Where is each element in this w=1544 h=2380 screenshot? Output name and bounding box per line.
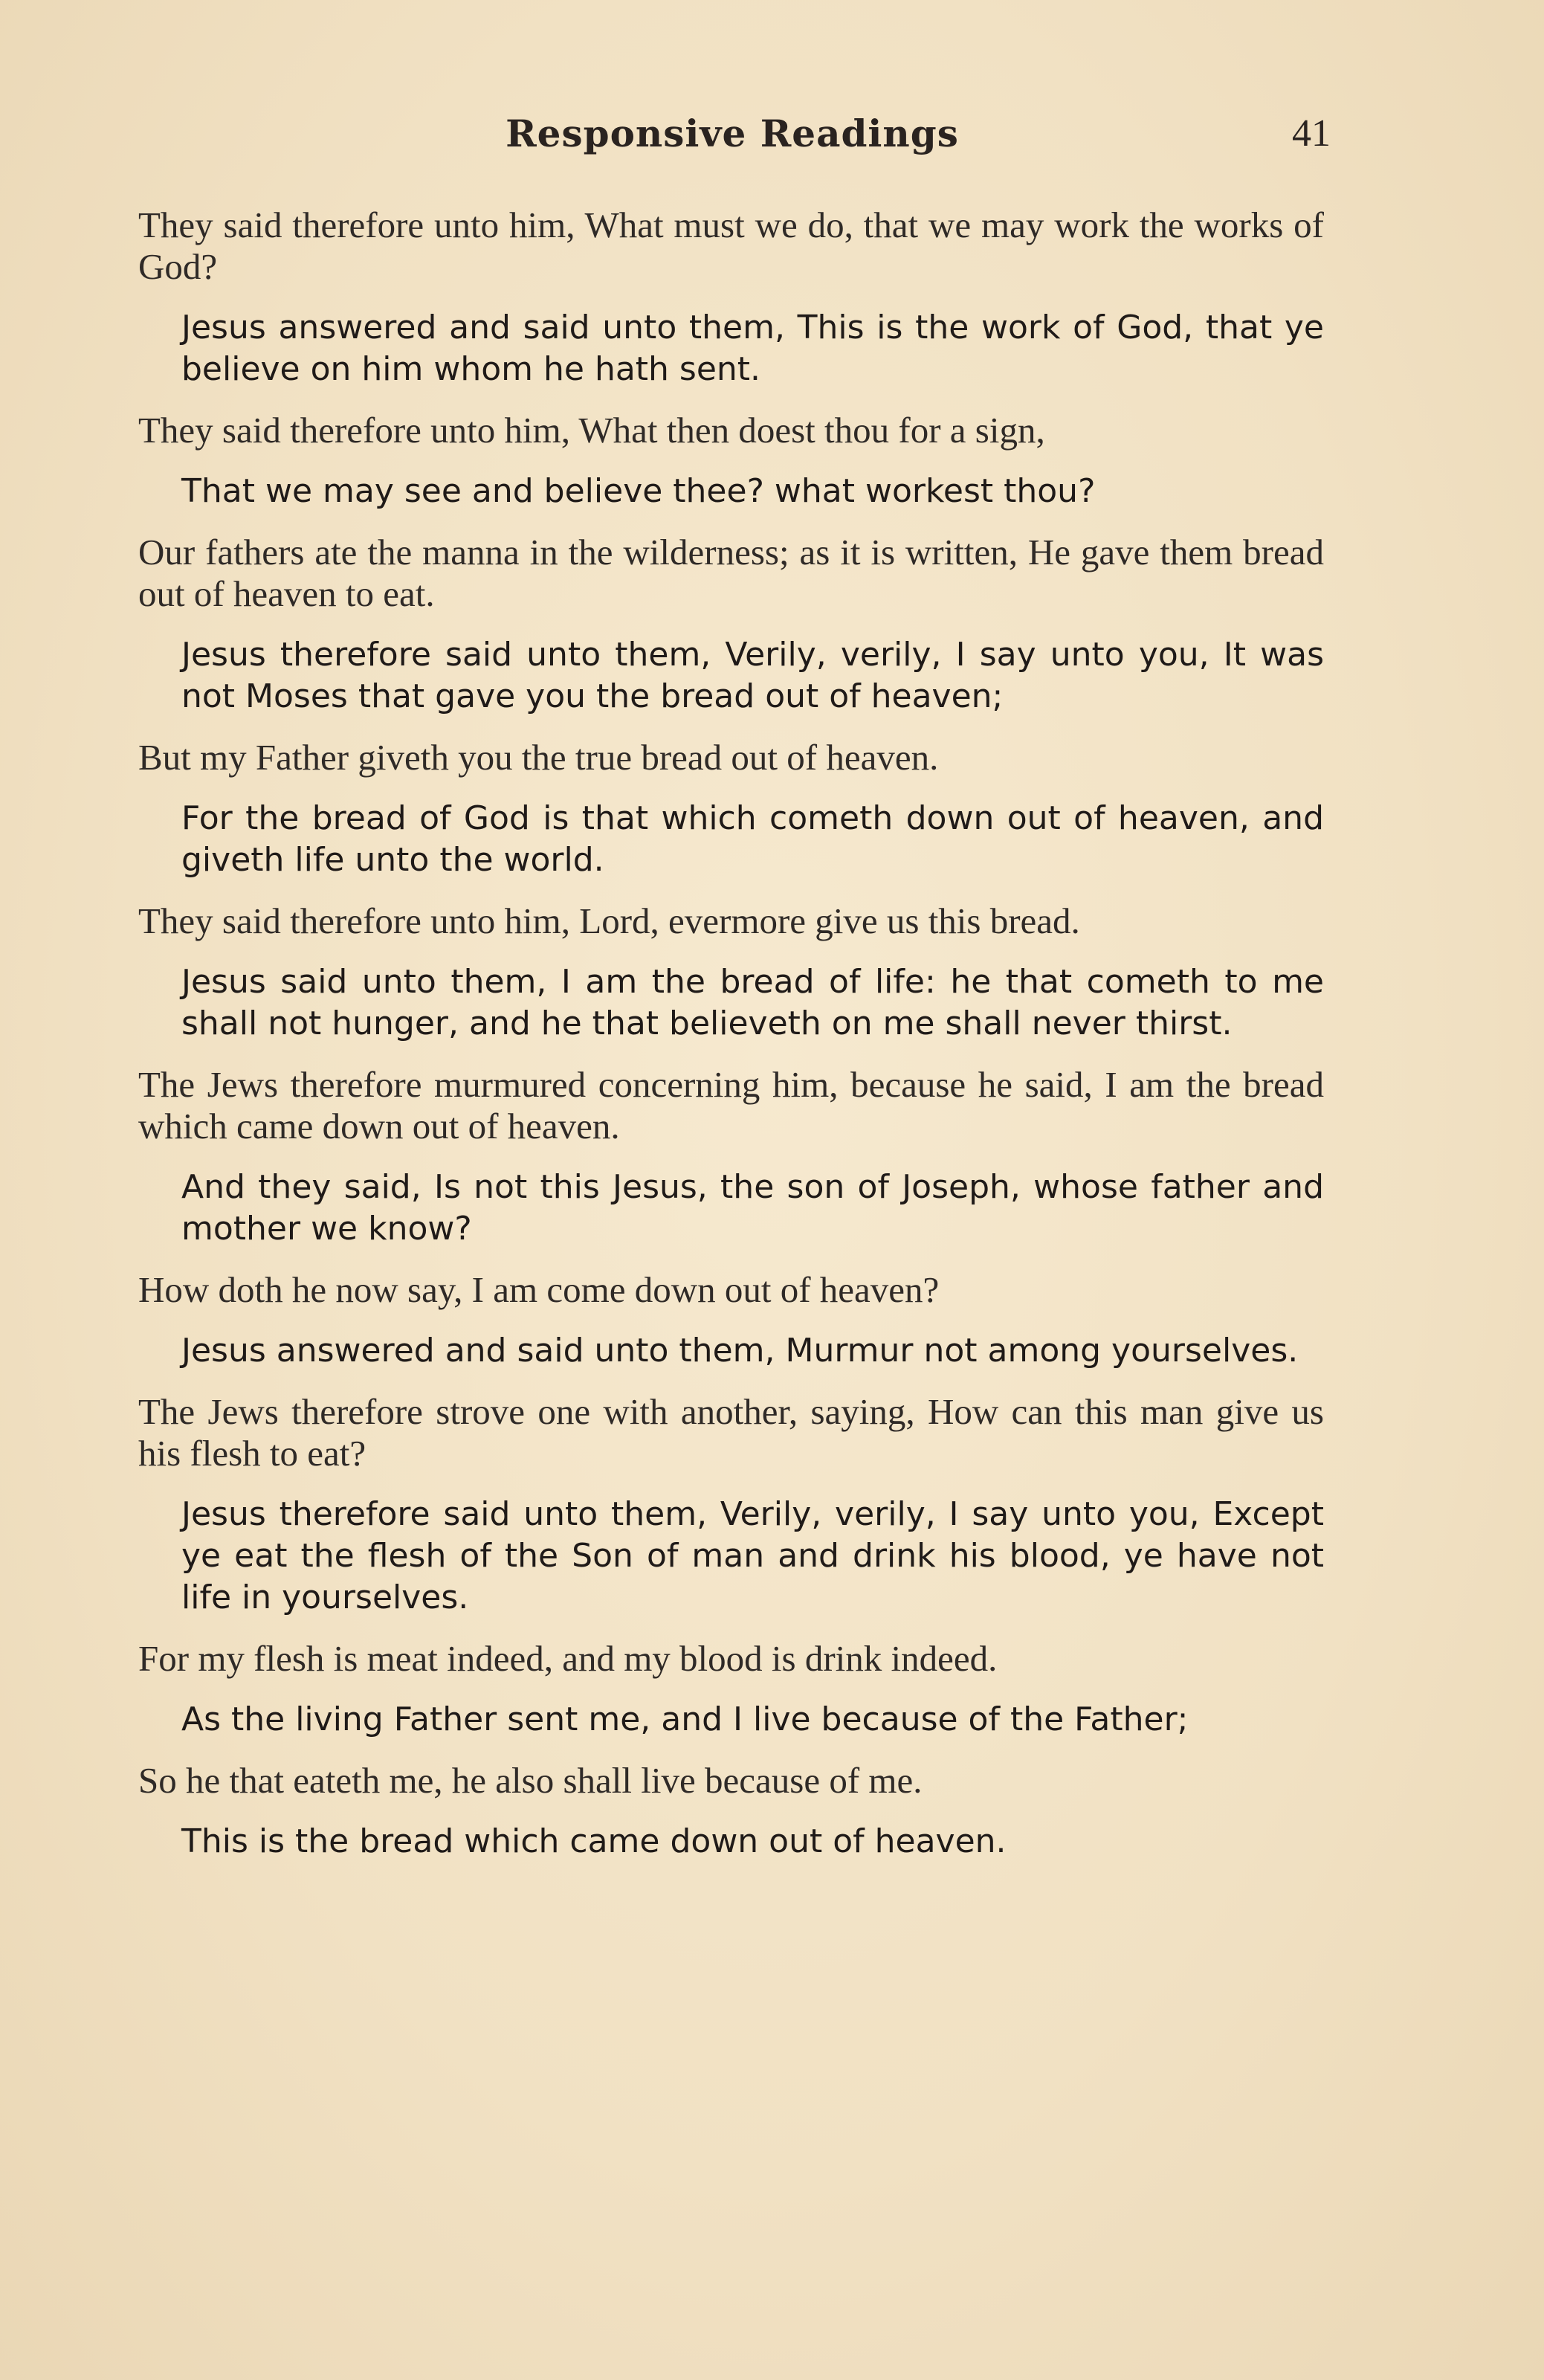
people-verse: Jesus therefore said unto them, Verily, verily, I say unto you, It was not Moses that gave you the bread out of heaven;	[181, 636, 1324, 715]
minister-verse: For my flesh is meat indeed, and my blood is drink indeed.	[138, 1638, 998, 1679]
people-verse: This is the bread which came down out of heaven.	[181, 1822, 1007, 1860]
people-verse: For the bread of God is that which cometh down out of heaven, and giveth life unto the world.	[181, 799, 1324, 879]
minister-verse: They said therefore unto him, What must we do, that we may work the works of God?	[138, 204, 1324, 287]
responsive-reading	[138, 204, 1324, 1882]
minister-verse: The Jews therefore murmured concerning him, because he said, I am the bread which came down out of heaven.	[138, 1064, 1324, 1147]
minister-verse: They said therefore unto him, Lord, evermore give us this bread.	[138, 900, 1080, 941]
people-verse: Jesus answered and said unto them, Murmur not among yourselves.	[181, 1332, 1299, 1370]
minister-verse: So he that eateth me, he also shall live because of me.	[138, 1760, 923, 1801]
minister-verse: They said therefore unto him, What then doest thou for a sign,	[138, 410, 1045, 451]
minister-verse: Our fathers ate the manna in the wilderness; as it is written, He gave them bread out of heaven to eat.	[138, 532, 1324, 614]
people-verse: As the living Father sent me, and I live because of the Father;	[181, 1700, 1189, 1738]
running-title: Responsive Readings	[505, 112, 959, 155]
page-header	[134, 112, 1331, 171]
people-verse: Jesus therefore said unto them, Verily, verily, I say unto you, Except ye eat the flesh of the Son of man and drink his blood, ye have not life in yourselves.	[181, 1495, 1324, 1616]
people-verse: Jesus said unto them, I am the bread of life: he that cometh to me shall not hunger, and he that believeth on me shall never thirst.	[181, 963, 1324, 1042]
minister-verse: The Jews therefore strove one with another, saying, How can this man give us his flesh to eat?	[138, 1391, 1324, 1474]
people-verse: That we may see and believe thee? what workest thou?	[181, 472, 1096, 510]
minister-verse: How doth he now say, I am come down out of heaven?	[138, 1269, 940, 1310]
page-number: 41	[1292, 112, 1331, 155]
people-verse: Jesus answered and said unto them, This is the work of God, that ye believe on him whom he hath sent.	[181, 309, 1324, 388]
minister-verse: But my Father giveth you the true bread out of heaven.	[138, 737, 939, 778]
people-verse: And they said, Is not this Jesus, the son of Joseph, whose father and mother we know?	[181, 1168, 1324, 1248]
